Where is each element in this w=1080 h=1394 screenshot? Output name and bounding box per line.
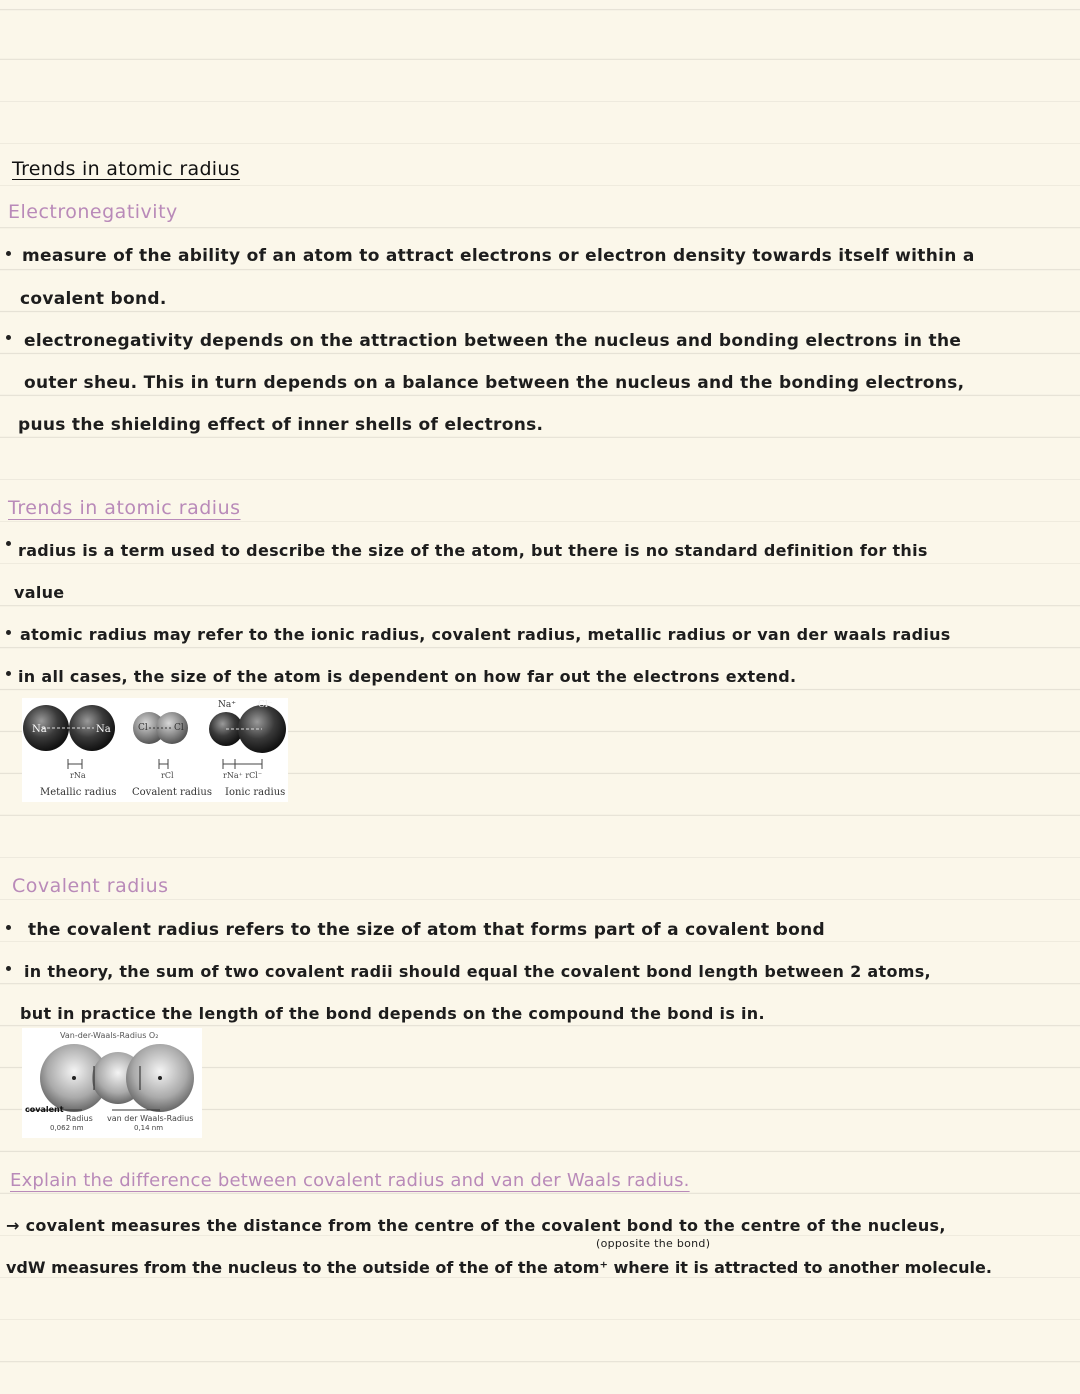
text-line: radius is a term used to describe the size of the atom, but there is no standard definition for this (18, 541, 928, 560)
cl-minus-label: Cl⁻ (258, 700, 273, 710)
text-line: outer sheu. This in turn depends on a balance between the nucleus and the bonding electrons, (24, 373, 965, 393)
answer-note: (opposite the bond) (596, 1237, 711, 1250)
text-line: measure of the ability of an atom to attract electrons or electron density towards itself within a (22, 246, 975, 266)
ionic-radius-label: Ionic radius (225, 787, 286, 798)
metallic-radius-label: Metallic radius (40, 787, 117, 798)
r-cl-label: rCl (161, 771, 174, 780)
text-line: atomic radius may refer to the ionic radius, covalent radius, metallic radius or van der waals radius (20, 625, 951, 644)
trends-heading: Trends in atomic radius (8, 497, 241, 519)
text-line: electronegativity depends on the attraction between the nucleus and bonding electrons in the (24, 331, 962, 351)
text-line: in all cases, the size of the atom is dependent on how far out the electrons extend. (18, 667, 797, 686)
r-ionic-label: rNa⁺ rCl⁻ (223, 771, 263, 780)
radius-types-figure (22, 698, 288, 802)
vdw-label: van der Waals-Radius (107, 1114, 194, 1123)
covalent-handwritten: covalent (25, 1105, 64, 1114)
text-line: in theory, the sum of two covalent radii should equal the covalent bond length between 2 atoms, (24, 962, 931, 981)
bullet (6, 335, 11, 340)
electronegativity-heading: Electronegativity (8, 201, 178, 223)
covalent-value: 0,062 nm (50, 1124, 84, 1132)
cl-label-right: Cl (174, 723, 184, 733)
bullet (6, 630, 11, 635)
na-label-left: Na (32, 724, 47, 735)
vdw-figure-title: Van-der-Waals-Radius O₂ (60, 1031, 159, 1040)
na-plus-label: Na⁺ (218, 700, 236, 710)
question-heading: Explain the difference between covalent radius and van der Waals radius. (10, 1170, 690, 1191)
vdw-value: 0,14 nm (134, 1124, 164, 1132)
covalent-radius-heading: Covalent radius (12, 875, 169, 897)
bullet (6, 925, 11, 930)
radius-label: Radius (66, 1114, 93, 1123)
r-na-label: rNa (70, 771, 86, 780)
text-line: puus the shielding effect of inner shells of electrons. (18, 415, 544, 435)
bullet (6, 966, 11, 971)
na-label-right: Na (96, 724, 111, 735)
text-line: but in practice the length of the bond depends on the compound the bond is in. (20, 1004, 765, 1023)
text-line: value (14, 583, 65, 602)
page-title: Trends in atomic radius (12, 158, 240, 180)
bullet (6, 251, 11, 256)
text-line: the covalent radius refers to the size of atom that forms part of a covalent bond (28, 920, 825, 940)
text-line: covalent bond. (20, 289, 167, 309)
answer-line-1: → covalent measures the distance from the centre of the covalent bond to the centre of the nucleus, (6, 1216, 946, 1235)
bullet (6, 671, 11, 676)
covalent-radius-label: Covalent radius (132, 787, 212, 798)
bullet (6, 541, 11, 546)
answer-line-2: vdW measures from the nucleus to the outside of the of the atom⁺ where it is attracted to another molecule. (6, 1258, 992, 1277)
cl-label-left: Cl (138, 723, 148, 733)
vdw-radius-figure (22, 1028, 202, 1138)
